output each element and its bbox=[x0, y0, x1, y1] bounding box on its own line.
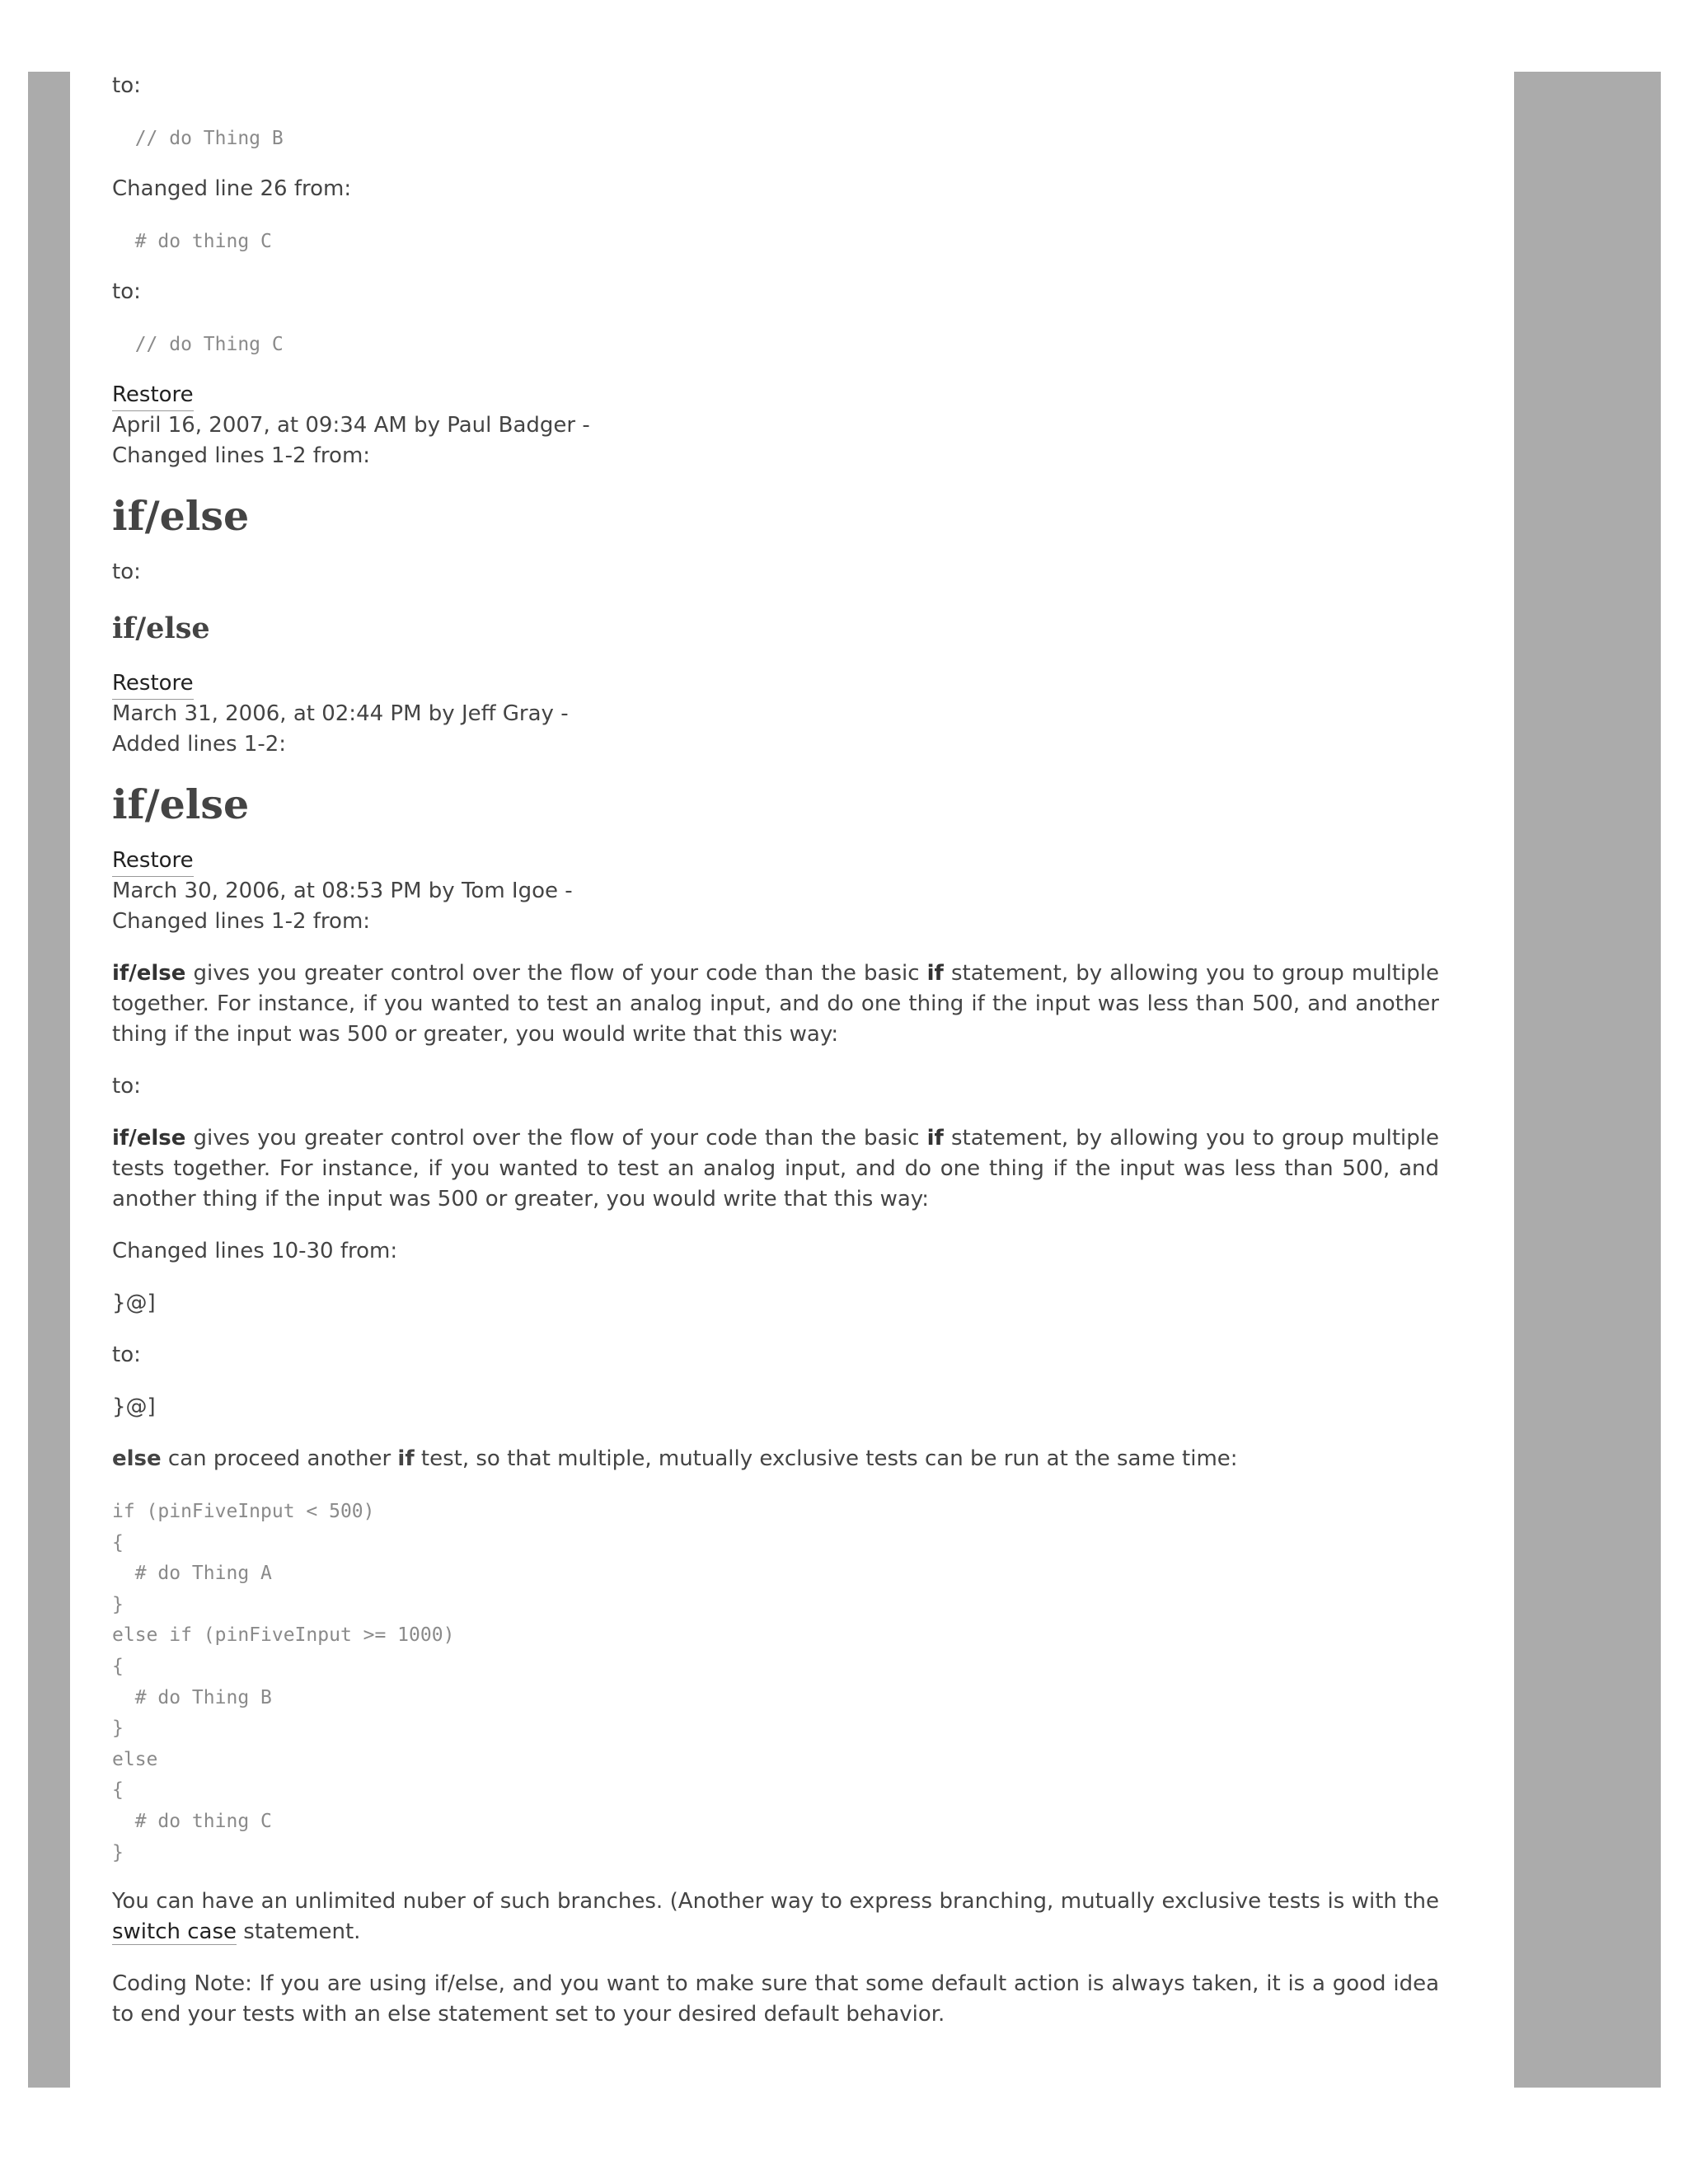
paragraph-text: statement, by allowing you to group multiple together. For instance, if you wanted to test an analog input, and do one thing if the input was less than 500, and another thing if the input was 500 or greater, you would write that this way: bbox=[112, 961, 1439, 1047]
to-label: to: bbox=[112, 1074, 141, 1099]
to-label: to: bbox=[112, 73, 141, 98]
change-description: Changed line 26 from: bbox=[112, 176, 352, 201]
bold-term: else bbox=[112, 1446, 162, 1471]
paragraph-text: gives you greater control over the flow of your code than the basic bbox=[185, 1126, 927, 1151]
diff-paragraph-from bbox=[112, 958, 1439, 1050]
paragraph-text: statement. bbox=[237, 1919, 361, 1944]
revision-meta: April 16, 2007, at 09:34 AM by Paul Badger - bbox=[112, 413, 590, 438]
paragraph-text: test, so that multiple, mutually exclusive tests can be run at the same time: bbox=[414, 1446, 1238, 1471]
change-description: Changed lines 10-30 from: bbox=[112, 1239, 398, 1263]
bold-term: if/else bbox=[112, 961, 186, 986]
code-line: // do Thing C bbox=[112, 334, 284, 355]
restore-link[interactable]: Restore bbox=[112, 668, 194, 700]
code-line: # do thing C bbox=[112, 231, 272, 252]
diff-heading-to: if/else bbox=[112, 612, 210, 645]
bold-term: if bbox=[926, 961, 944, 986]
coding-note: Coding Note: If you are using if/else, and you want to make sure that some default action is always taken, it is a good idea to end your tests with an else statement set to your desired default behavior. bbox=[112, 1971, 1439, 2027]
diff-heading-from: if/else bbox=[112, 492, 250, 540]
to-label: to: bbox=[112, 1343, 141, 1367]
diff-line-to: }@] bbox=[112, 1394, 156, 1419]
diff-paragraph-to bbox=[112, 1123, 1439, 1215]
revision-meta: March 30, 2006, at 08:53 PM by Tom Igoe - bbox=[112, 879, 573, 903]
paragraph-text: statement, by allowing you to group multiple tests together. For instance, if you wanted to test an analog input, and do one thing if the input was less than 500, and another thing if the input was 500 or greater, you would write that this way: bbox=[112, 1126, 1439, 1212]
code-line: // do Thing B bbox=[112, 128, 284, 149]
to-label: to: bbox=[112, 560, 141, 584]
left-margin-bar bbox=[28, 72, 70, 2088]
change-description: Changed lines 1-2 from: bbox=[112, 443, 371, 468]
restore-link[interactable]: Restore bbox=[112, 846, 194, 877]
paragraph-text: can proceed another bbox=[161, 1446, 398, 1471]
bold-term: if bbox=[397, 1446, 415, 1471]
code-block: if (pinFiveInput < 500) { # do Thing A } else if (pinFiveInput >= 1000) { # do Thing B } else { # do thing C } bbox=[112, 1501, 455, 1863]
change-description: Added lines 1-2: bbox=[112, 732, 287, 757]
added-heading: if/else bbox=[112, 780, 250, 828]
change-description: Changed lines 1-2 from: bbox=[112, 909, 371, 934]
to-label: to: bbox=[112, 279, 141, 304]
diff-line-from: }@] bbox=[112, 1291, 156, 1315]
paragraph-text: You can have an unlimited nuber of such branches. (Another way to express branching, mutually exclusive tests is with the bbox=[112, 1889, 1439, 1914]
branches-paragraph bbox=[112, 1886, 1439, 1947]
else-paragraph bbox=[112, 1444, 1238, 1474]
revision-meta: March 31, 2006, at 02:44 PM by Jeff Gray - bbox=[112, 701, 569, 726]
bold-term: if/else bbox=[112, 1126, 186, 1151]
right-margin-bar bbox=[1514, 72, 1661, 2088]
switch-case-link[interactable]: switch case bbox=[112, 1919, 237, 1944]
bold-term: if bbox=[926, 1126, 944, 1151]
restore-link[interactable]: Restore bbox=[112, 380, 194, 411]
paragraph-text: gives you greater control over the flow of your code than the basic bbox=[185, 961, 927, 986]
